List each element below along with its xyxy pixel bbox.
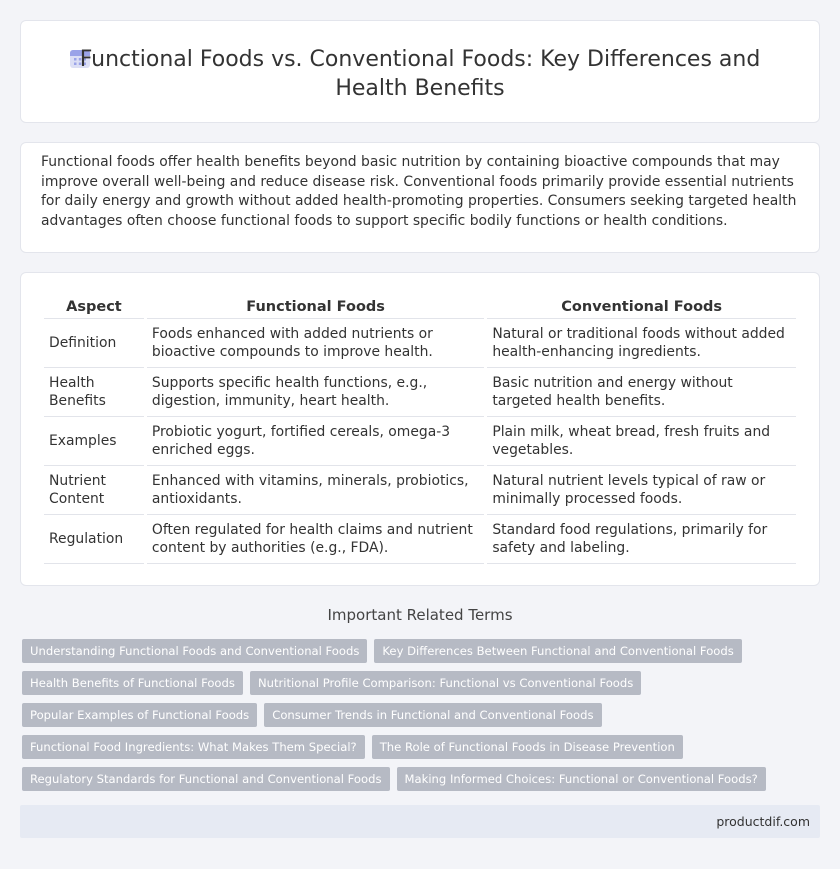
footer-site[interactable]: productdif.com: [716, 814, 810, 829]
header-aspect: Aspect: [44, 293, 144, 319]
related-term-link[interactable]: Making Informed Choices: Functional or Conventional Foods?: [397, 767, 766, 791]
row-functional: Often regulated for health claims and nutrient content by authorities (e.g., FDA).: [147, 515, 484, 564]
table-header-row: [44, 293, 796, 319]
intro-card: [20, 142, 820, 253]
related-term-link[interactable]: Functional Food Ingredients: What Makes Them Special?: [22, 735, 365, 759]
related-terms-list: [22, 639, 822, 799]
header-functional: Functional Foods: [147, 293, 484, 319]
intro-text: Functional foods offer health benefits beyond basic nutrition by containing bioactive compounds that may improve overall well-being and reduce disease risk. Conventional foods primarily provide essential nutrients for daily energy and growth without added health-promoting properties. Consumers seeking targeted health advantages often choose functional foods to support specific bodily functions or health conditions.: [41, 154, 797, 229]
row-functional: Probiotic yogurt, fortified cereals, omega-3 enriched eggs.: [147, 417, 484, 466]
row-functional: Supports specific health functions, e.g., digestion, immunity, heart health.: [147, 368, 484, 417]
related-terms-title: Important Related Terms: [327, 606, 513, 624]
header-conventional: Conventional Foods: [487, 293, 796, 319]
table-row: [44, 368, 796, 417]
row-aspect: Health Benefits: [44, 368, 144, 417]
row-aspect: Examples: [44, 417, 144, 466]
comparison-table: [41, 293, 799, 564]
row-conventional: Natural or traditional foods without added health-enhancing ingredients.: [487, 319, 796, 368]
related-term-link[interactable]: Popular Examples of Functional Foods: [22, 703, 257, 727]
comparison-table-card: [20, 272, 820, 586]
related-term-link[interactable]: Key Differences Between Functional and Conventional Foods: [374, 639, 741, 663]
related-term-link[interactable]: Understanding Functional Foods and Conventional Foods: [22, 639, 367, 663]
row-conventional: Natural nutrient levels typical of raw or minimally processed foods.: [487, 466, 796, 515]
related-term-link[interactable]: The Role of Functional Foods in Disease Prevention: [372, 735, 683, 759]
header-card: [20, 20, 820, 123]
related-term-link[interactable]: Nutritional Profile Comparison: Functional vs Conventional Foods: [250, 671, 641, 695]
row-functional: Foods enhanced with added nutrients or bioactive compounds to improve health.: [147, 319, 484, 368]
table-row: [44, 466, 796, 515]
table-row: [44, 319, 796, 368]
row-functional: Enhanced with vitamins, minerals, probiotics, antioxidants.: [147, 466, 484, 515]
row-aspect: Definition: [44, 319, 144, 368]
row-conventional: Plain milk, wheat bread, fresh fruits and vegetables.: [487, 417, 796, 466]
related-term-link[interactable]: Consumer Trends in Functional and Conventional Foods: [264, 703, 601, 727]
row-aspect: Regulation: [44, 515, 144, 564]
table-row: [44, 417, 796, 466]
row-aspect: Nutrient Content: [44, 466, 144, 515]
table-row: [44, 515, 796, 564]
footer: [20, 805, 820, 838]
row-conventional: Standard food regulations, primarily for safety and labeling.: [487, 515, 796, 564]
page-title: Functional Foods vs. Conventional Foods: Key Differences and Health Benefits: [79, 47, 761, 101]
related-term-link[interactable]: Health Benefits of Functional Foods: [22, 671, 243, 695]
related-term-link[interactable]: Regulatory Standards for Functional and Conventional Foods: [22, 767, 390, 791]
row-conventional: Basic nutrition and energy without targeted health benefits.: [487, 368, 796, 417]
